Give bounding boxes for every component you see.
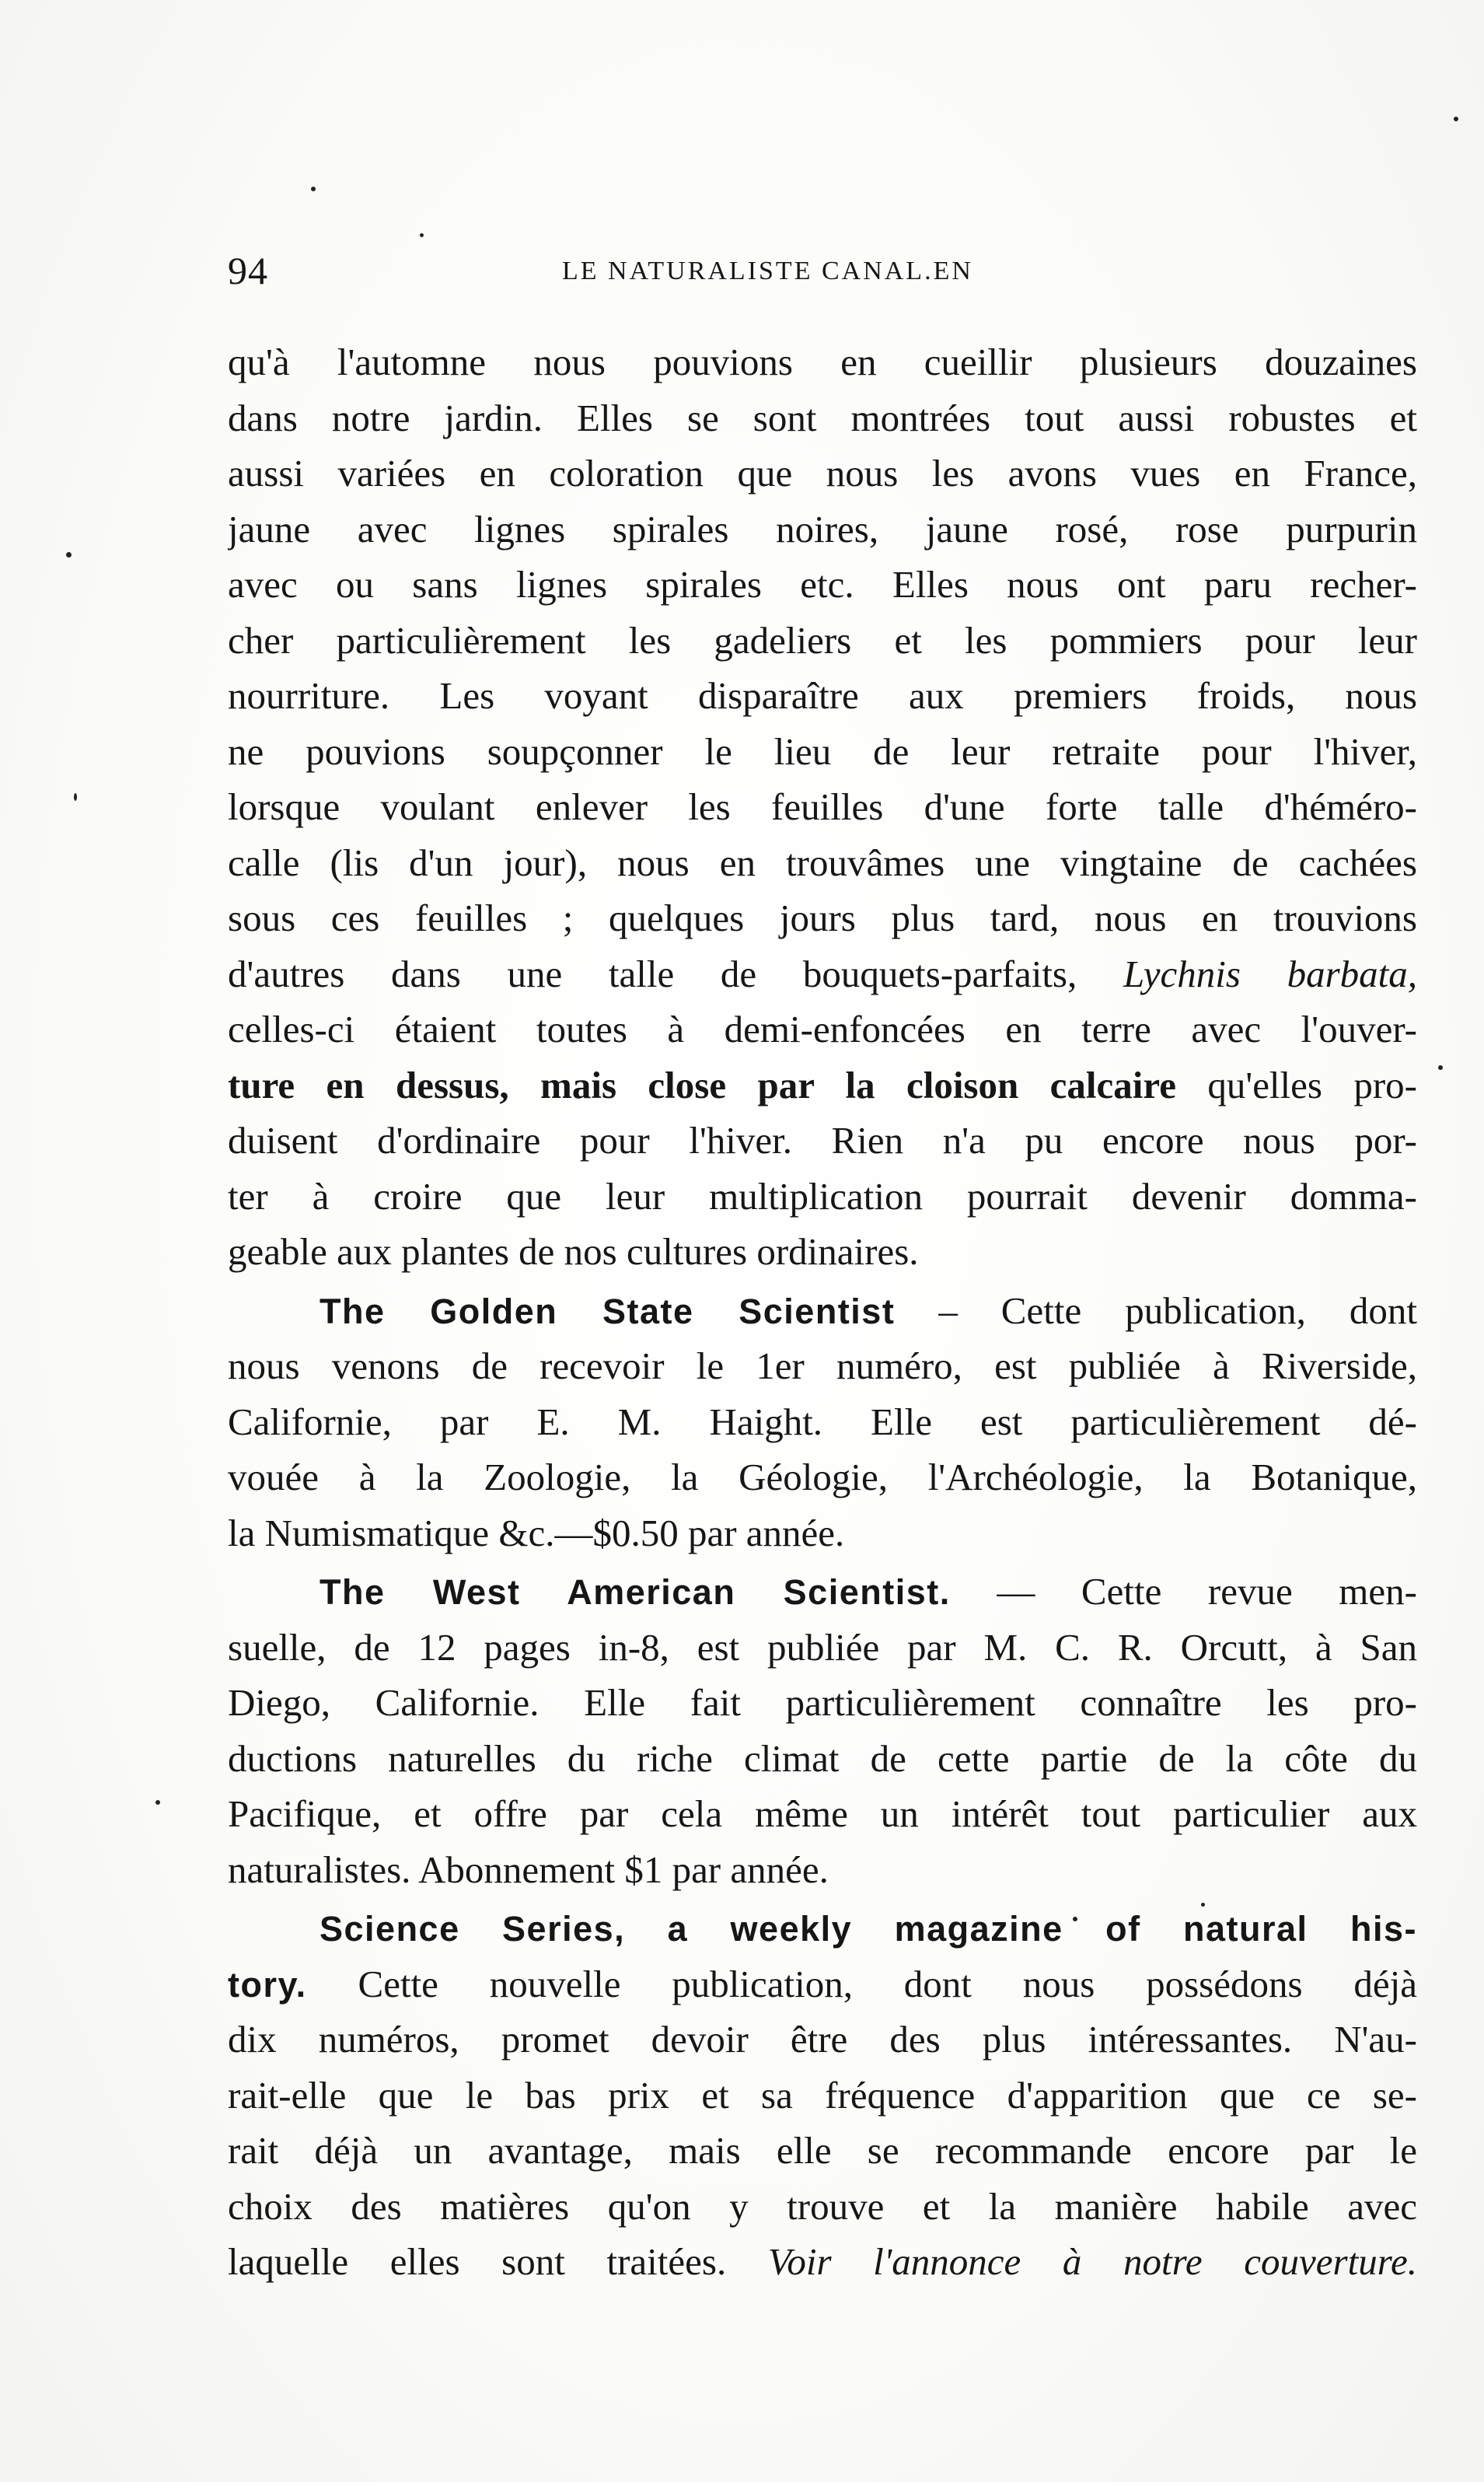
text-line: ne pouvions soupçonner le lieu de leur retraite pour l'hiver, bbox=[228, 729, 1417, 773]
text-line: suelle, de 12 pages in-8, est publiée par M. C. R. Orcutt, à San bbox=[228, 1625, 1417, 1669]
text-line bbox=[228, 1564, 1417, 1620]
publication-title: The Golden State Scientist bbox=[319, 1291, 896, 1331]
text-line: rait déjà un avantage, mais elle se recommande encore par le bbox=[228, 2129, 1417, 2172]
text-line: dans notre jardin. Elles se sont montrées tout aussi robustes et bbox=[228, 396, 1417, 439]
bold-run: ture en dessus, mais close par la cloison calcaire bbox=[228, 1063, 1176, 1106]
text-line: la Numismatique &c.—$0.50 par année. bbox=[228, 1511, 845, 1554]
text-line: jaune avec lignes spirales noires, jaune rosé, rose purpurin bbox=[228, 507, 1417, 551]
text-line: Diego, Californie. Elle fait particulièrement connaître les pro- bbox=[228, 1681, 1417, 1724]
text-line: calle (lis d'un jour), nous en trouvâmes une vingtaine de cachées bbox=[228, 841, 1417, 884]
text-run: Cette nouvelle publication, dont nous possédons déjà bbox=[358, 1962, 1417, 2005]
body-text bbox=[228, 334, 1417, 2290]
text-run: — Cette revue men- bbox=[997, 1570, 1417, 1613]
paragraph-golden-state bbox=[228, 1283, 1417, 1561]
text-line: dix numéros, promet devoir être des plus intéressantes. N'au- bbox=[228, 2018, 1417, 2061]
text-line: ductions naturelles du riche climat de cette partie de la côte du bbox=[228, 1736, 1417, 1780]
publication-title: Science Series, a weekly magazine of natural his- bbox=[319, 1909, 1417, 1949]
text-run: qu'elles pro- bbox=[1207, 1063, 1417, 1106]
text-line: aussi variées en coloration que nous les avons vues en France, bbox=[228, 452, 1417, 495]
text-line bbox=[228, 2234, 1417, 2290]
text-line: avec ou sans lignes spirales etc. Elles nous ont paru recher- bbox=[228, 563, 1417, 606]
text-line: rait-elle que le bas prix et sa fréquence d'apparition que ce se- bbox=[228, 2073, 1417, 2117]
text-line: ter à croire que leur multiplication pourrait devenir domma- bbox=[228, 1174, 1417, 1218]
page-header bbox=[228, 247, 1088, 294]
text-line: celles-ci étaient toutes à demi-enfoncées en terre avec l'ouver- bbox=[228, 1008, 1417, 1050]
scan-speck bbox=[74, 793, 77, 801]
paragraph-continuation bbox=[228, 334, 1417, 1280]
text-line: nourriture. Les voyant disparaître aux premiers froids, nous bbox=[228, 674, 1417, 717]
text-line bbox=[228, 1956, 1417, 2012]
text-line: lorsque voulant enlever les feuilles d'une forte talle d'hémérо- bbox=[228, 785, 1417, 828]
text-line: Pacifique, et offre par cela même un intérêt tout particulier aux bbox=[228, 1792, 1417, 1835]
text-line: naturalistes. Abonnement $1 par année. bbox=[228, 1848, 829, 1891]
publication-title-end: tory. bbox=[228, 1964, 307, 2005]
scan-speck bbox=[1438, 1065, 1443, 1070]
text-line: nous venons de recevoir le 1er numéro, est publiée à Riverside, bbox=[228, 1344, 1417, 1387]
text-line bbox=[228, 1057, 1417, 1113]
text-line: geable aux plantes de nos cultures ordinaires. bbox=[228, 1230, 919, 1273]
text-line: choix des matières qu'on y trouve et la manière habile avec bbox=[228, 2184, 1417, 2228]
paragraph-science-series bbox=[228, 1900, 1417, 2290]
scan-speck bbox=[66, 552, 72, 558]
text-line bbox=[228, 946, 1417, 1002]
text-line: qu'à l'automne nous pouvions en cueillir plusieurs douzaines bbox=[228, 341, 1417, 383]
scan-speck bbox=[155, 1800, 160, 1805]
page-number: 94 bbox=[228, 249, 268, 292]
scan-speck bbox=[420, 233, 424, 237]
scan-speck bbox=[311, 187, 316, 191]
scan-speck bbox=[1454, 117, 1458, 121]
text-line: duisent d'ordinaire pour l'hiver. Rien n'a pu encore nous por- bbox=[228, 1119, 1417, 1162]
paragraph-west-american bbox=[228, 1564, 1417, 1897]
text-line: cher particulièrement les gadeliers et les pommiers pour leur bbox=[228, 618, 1417, 662]
text-line: vouée à la Zoologie, la Géologie, l'Archéologie, la Botanique, bbox=[228, 1456, 1417, 1498]
text-line: Californie, par E. M. Haight. Elle est particulièrement dé- bbox=[228, 1400, 1417, 1443]
text-run: laquelle elles sont traitées. bbox=[228, 2240, 727, 2283]
text-run: – Cette publication, dont bbox=[938, 1288, 1417, 1332]
text-line bbox=[228, 1283, 1417, 1339]
publication-title: The West American Scientist. bbox=[319, 1572, 951, 1612]
text-run: d'autres dans une talle de bouquets-parfaits, bbox=[228, 952, 1077, 995]
species-name: Lychnis barbata, bbox=[1123, 952, 1417, 995]
running-title: LE NATURALISTE CANAL.EN bbox=[562, 257, 973, 285]
text-line: sous ces feuilles ; quelques jours plus tard, nous en trouvions bbox=[228, 897, 1417, 939]
text-line bbox=[228, 1900, 1417, 1956]
italic-note: Voir l'annonce à notre couverture. bbox=[767, 2240, 1417, 2283]
